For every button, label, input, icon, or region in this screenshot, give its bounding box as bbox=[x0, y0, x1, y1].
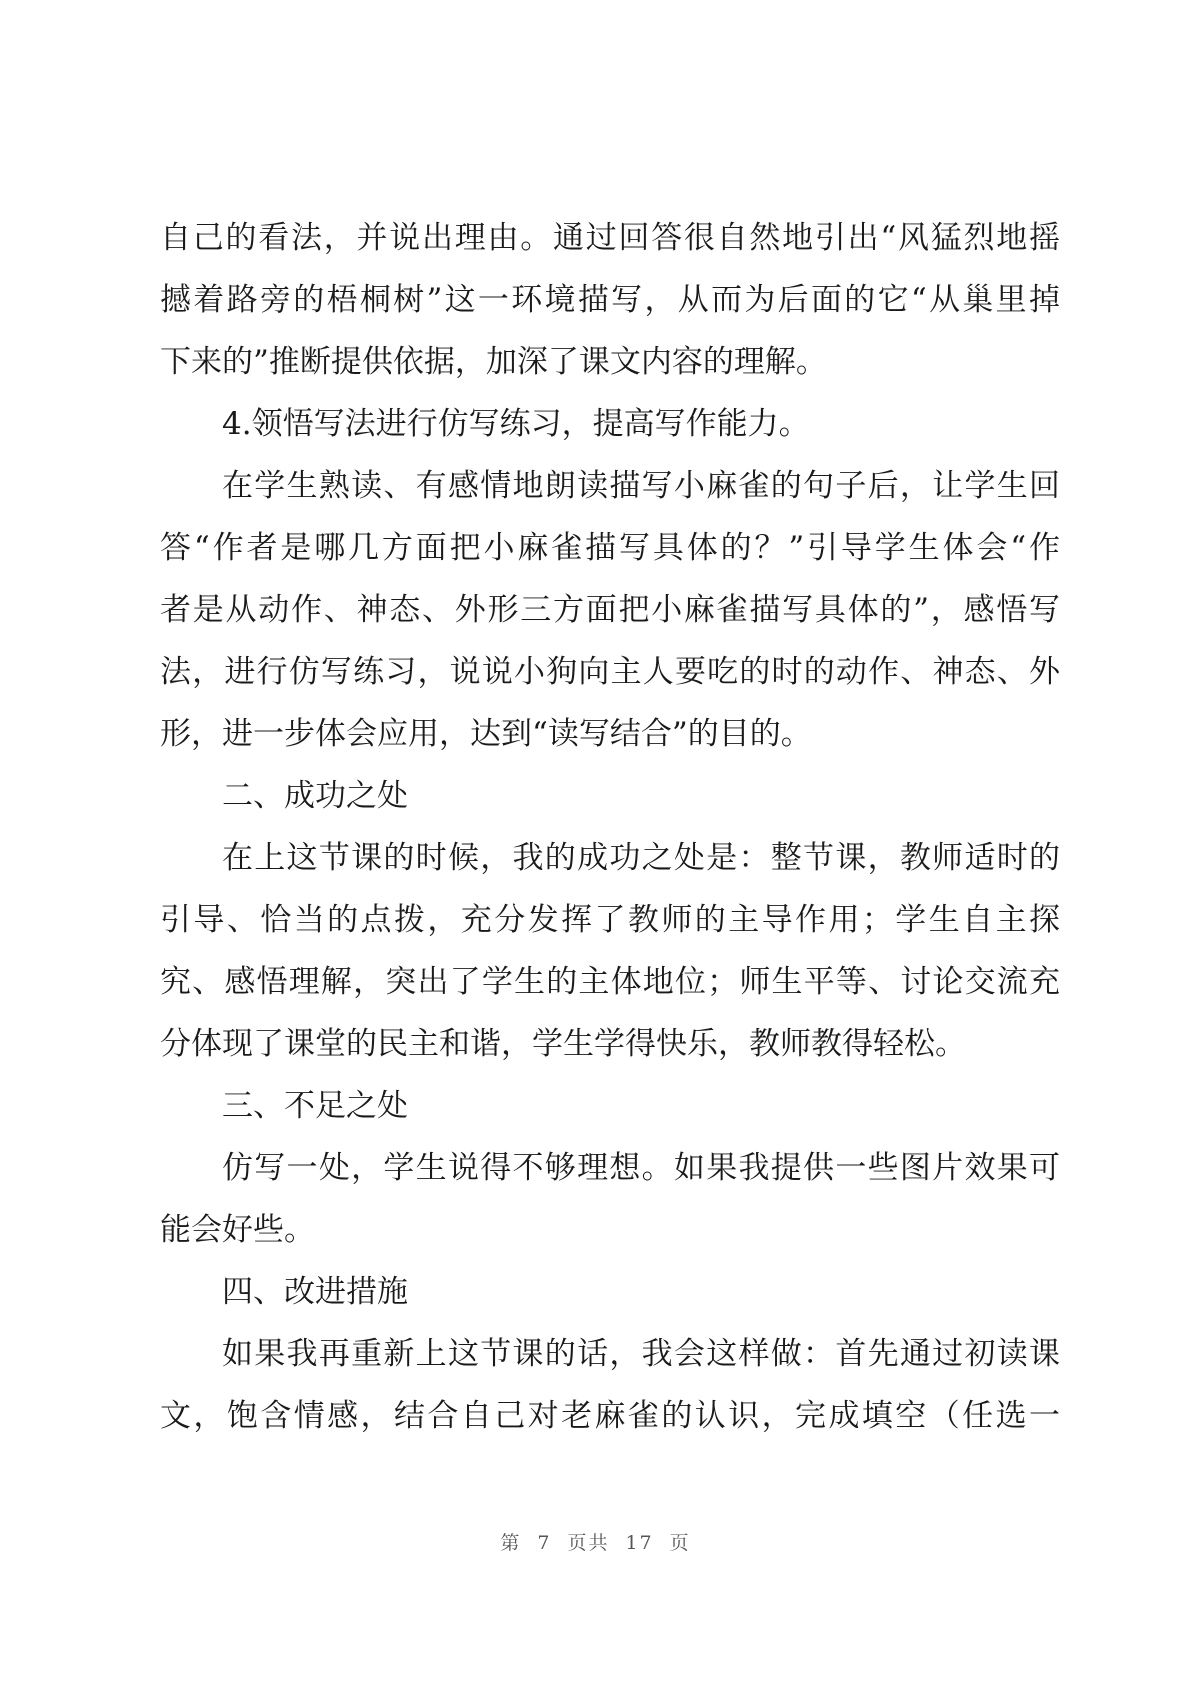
paragraph-line: 自己的看法，并说出理由。通过回答很自然地引出“风猛烈地摇 bbox=[160, 220, 1060, 256]
paragraph-line: 究、感悟理解，突出了学生的主体地位；师生平等、讨论交流充 bbox=[160, 964, 1060, 1000]
paragraph-line: 在学生熟读、有感情地朗读描写小麻雀的句子后，让学生回 bbox=[222, 468, 1060, 504]
page-footer bbox=[0, 1528, 1191, 1555]
total-pages-number: 17 bbox=[625, 1532, 654, 1554]
section-heading: 4.领悟写法进行仿写练习，提高写作能力。 bbox=[222, 406, 810, 442]
section-heading: 三、不足之处 bbox=[222, 1088, 408, 1124]
paragraph-line: 如果我再重新上这节课的话，我会这样做：首先通过初读课 bbox=[222, 1336, 1060, 1372]
section-heading: 二、成功之处 bbox=[222, 778, 408, 814]
document-body bbox=[160, 207, 1060, 1447]
page-label-suffix: 页 bbox=[669, 1532, 691, 1554]
paragraph-line: 形，进一步体会应用，达到“读写结合”的目的。 bbox=[160, 716, 812, 752]
paragraph-line: 能会好些。 bbox=[160, 1212, 315, 1248]
paragraph-line: 引导、恰当的点拨，充分发挥了教师的主导作用；学生自主探 bbox=[160, 902, 1060, 938]
current-page-number: 7 bbox=[537, 1532, 552, 1554]
paragraph-line: 者是从动作、神态、外形三方面把小麻雀描写具体的”，感悟写 bbox=[160, 592, 1060, 628]
page-label-prefix: 第 bbox=[500, 1532, 522, 1554]
page-label-middle: 页共 bbox=[567, 1532, 610, 1554]
paragraph-line: 在上这节课的时候，我的成功之处是：整节课，教师适时的 bbox=[222, 840, 1060, 876]
section-heading: 四、改进措施 bbox=[222, 1274, 408, 1310]
paragraph-line: 答“作者是哪几方面把小麻雀描写具体的？”引导学生体会“作 bbox=[160, 530, 1060, 566]
paragraph-line: 撼着路旁的梧桐树”这一环境描写，从而为后面的它“从巢里掉 bbox=[160, 282, 1060, 318]
paragraph-line: 下来的”推断提供依据，加深了课文内容的理解。 bbox=[160, 344, 827, 380]
paragraph-line: 法，进行仿写练习，说说小狗向主人要吃的时的动作、神态、外 bbox=[160, 654, 1060, 690]
paragraph-line: 仿写一处，学生说得不够理想。如果我提供一些图片效果可 bbox=[222, 1150, 1060, 1186]
paragraph-line: 分体现了课堂的民主和谐，学生学得快乐，教师教得轻松。 bbox=[160, 1026, 966, 1062]
paragraph-line: 文，饱含情感，结合自己对老麻雀的认识，完成填空（任选一 bbox=[160, 1398, 1060, 1434]
